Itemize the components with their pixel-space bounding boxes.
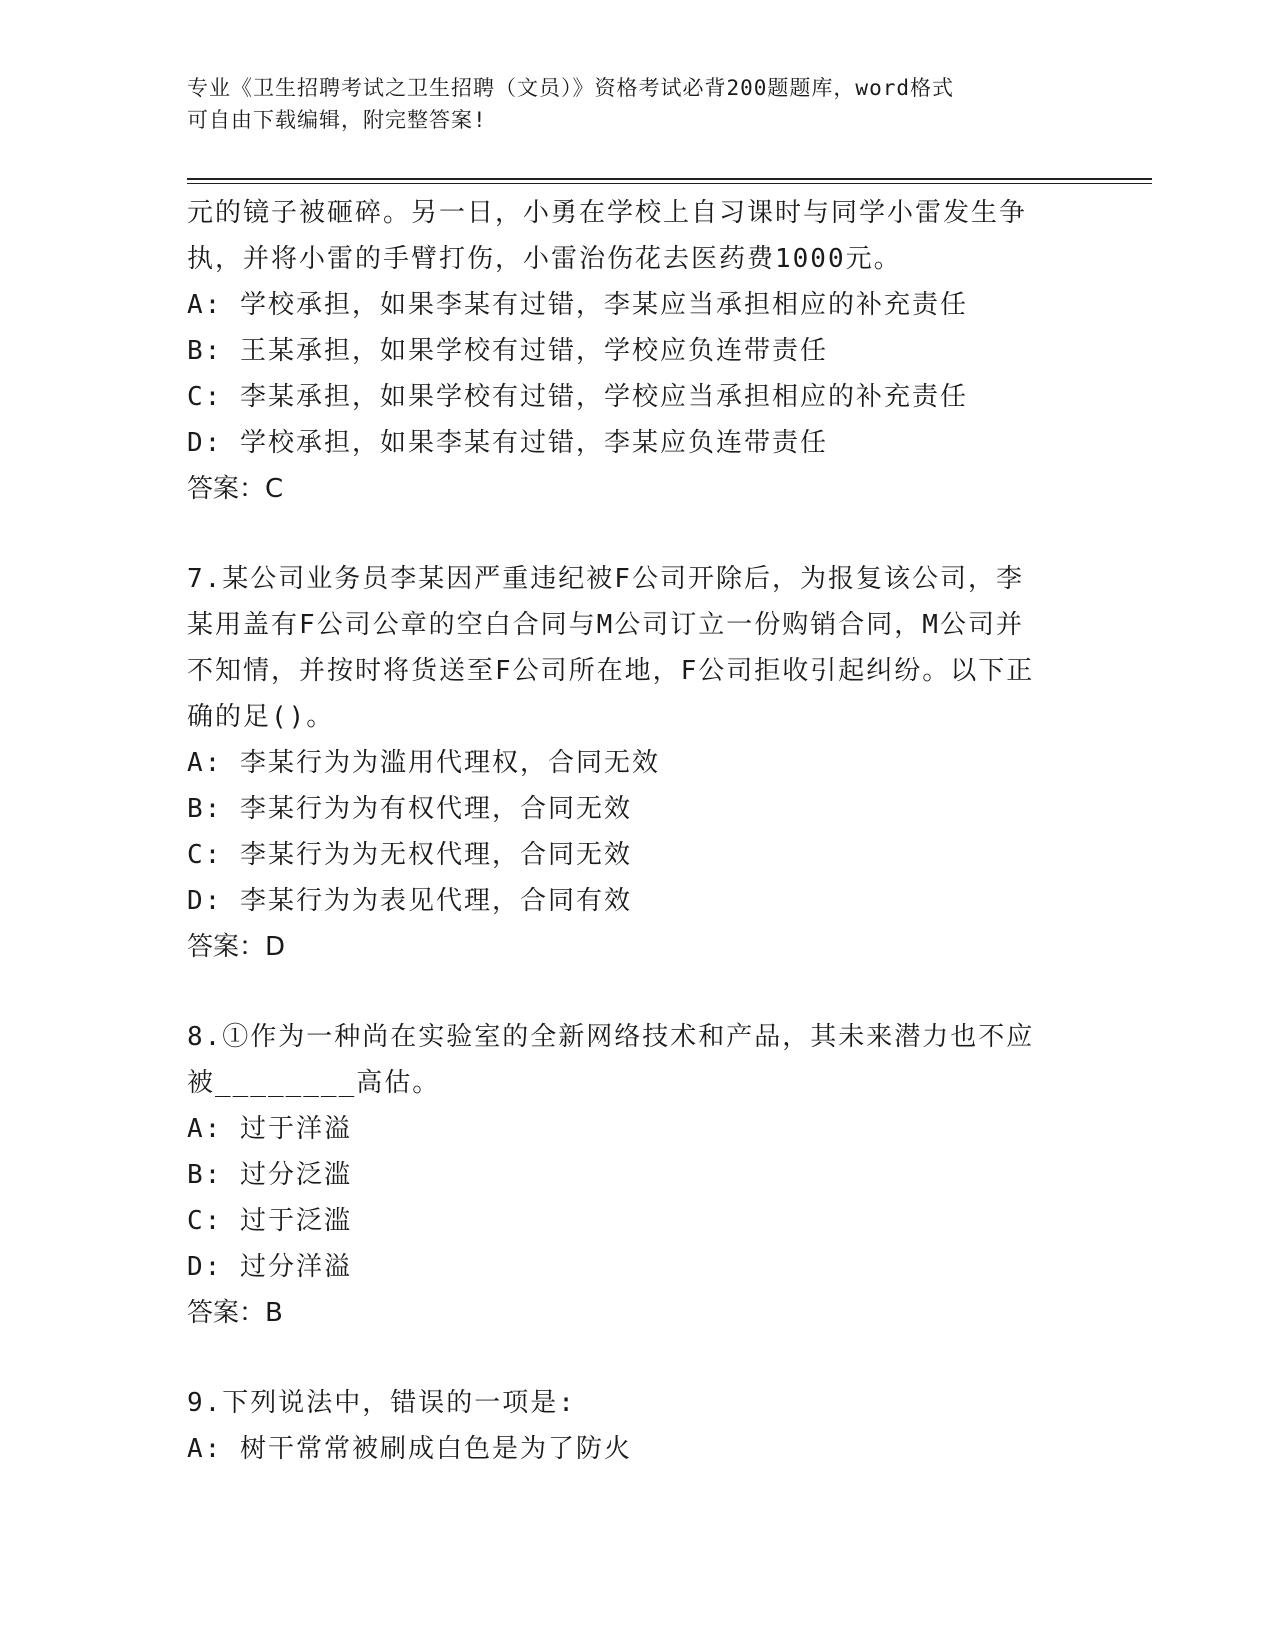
option-b: B: 过分泛滥 xyxy=(187,1160,352,1190)
option-b: B: 李某行为为有权代理，合同无效 xyxy=(187,794,632,824)
question-8 xyxy=(187,1014,1087,1336)
question-6 xyxy=(187,190,1087,512)
option-a: A: 学校承担，如果李某有过错，李某应当承担相应的补充责任 xyxy=(187,290,968,320)
option-b: B: 王某承担，如果学校有过错，学校应负连带责任 xyxy=(187,336,828,366)
option-c: C: 过于泛滥 xyxy=(187,1206,352,1236)
answer-label: 答案：C xyxy=(187,474,284,504)
answer-label: 答案：D xyxy=(187,932,286,962)
option-c: C: 李某承担，如果学校有过错，学校应当承担相应的补充责任 xyxy=(187,382,968,412)
header-divider-thick xyxy=(187,178,1152,180)
header-title-line-1: 专业《卫生招聘考试之卫生招聘（文员）》资格考试必背200题题库，word格式 xyxy=(187,76,954,100)
question-stem-line: 某用盖有F公司公章的空白合同与M公司订立一份购销合同，M公司并 xyxy=(187,610,1024,640)
option-d: D: 李某行为为表见代理，合同有效 xyxy=(187,886,632,916)
document-header xyxy=(187,72,1087,136)
question-stem-line: 被________高估。 xyxy=(187,1068,441,1098)
question-7 xyxy=(187,556,1087,970)
question-content xyxy=(187,190,1087,1472)
option-d: D: 过分洋溢 xyxy=(187,1252,352,1282)
question-spacer xyxy=(187,970,1087,1014)
question-stem-line: 不知情，并按时将货送至F公司所在地，F公司拒收引起纠纷。以下正 xyxy=(187,656,1035,686)
header-divider-thin xyxy=(187,183,1152,184)
question-spacer xyxy=(187,512,1087,556)
question-9 xyxy=(187,1380,1087,1472)
question-stem-line: 9.下列说法中，错误的一项是: xyxy=(187,1388,576,1418)
option-a: A: 树干常常被刷成白色是为了防火 xyxy=(187,1434,632,1464)
question-spacer xyxy=(187,1336,1087,1380)
question-stem-line: 8.①作为一种尚在实验室的全新网络技术和产品，其未来潜力也不应 xyxy=(187,1022,1035,1052)
question-stem-line: 执，并将小雷的手臂打伤，小雷治伤花去医药费1000元。 xyxy=(187,244,902,274)
option-a: A: 李某行为为滥用代理权，合同无效 xyxy=(187,748,660,778)
question-stem-line: 7.某公司业务员李某因严重违纪被F公司开除后，为报复该公司，李 xyxy=(187,564,1024,594)
answer-label: 答案：B xyxy=(187,1298,283,1328)
question-stem-line: 元的镜子被砸碎。另一日，小勇在学校上自习课时与同学小雷发生争 xyxy=(187,198,1028,228)
option-a: A: 过于洋溢 xyxy=(187,1114,352,1144)
question-stem-line: 确的足()。 xyxy=(187,702,335,732)
header-title-line-2: 可自由下载编辑，附完整答案! xyxy=(187,108,487,132)
option-c: C: 李某行为为无权代理，合同无效 xyxy=(187,840,632,870)
option-d: D: 学校承担，如果李某有过错，李某应负连带责任 xyxy=(187,428,828,458)
